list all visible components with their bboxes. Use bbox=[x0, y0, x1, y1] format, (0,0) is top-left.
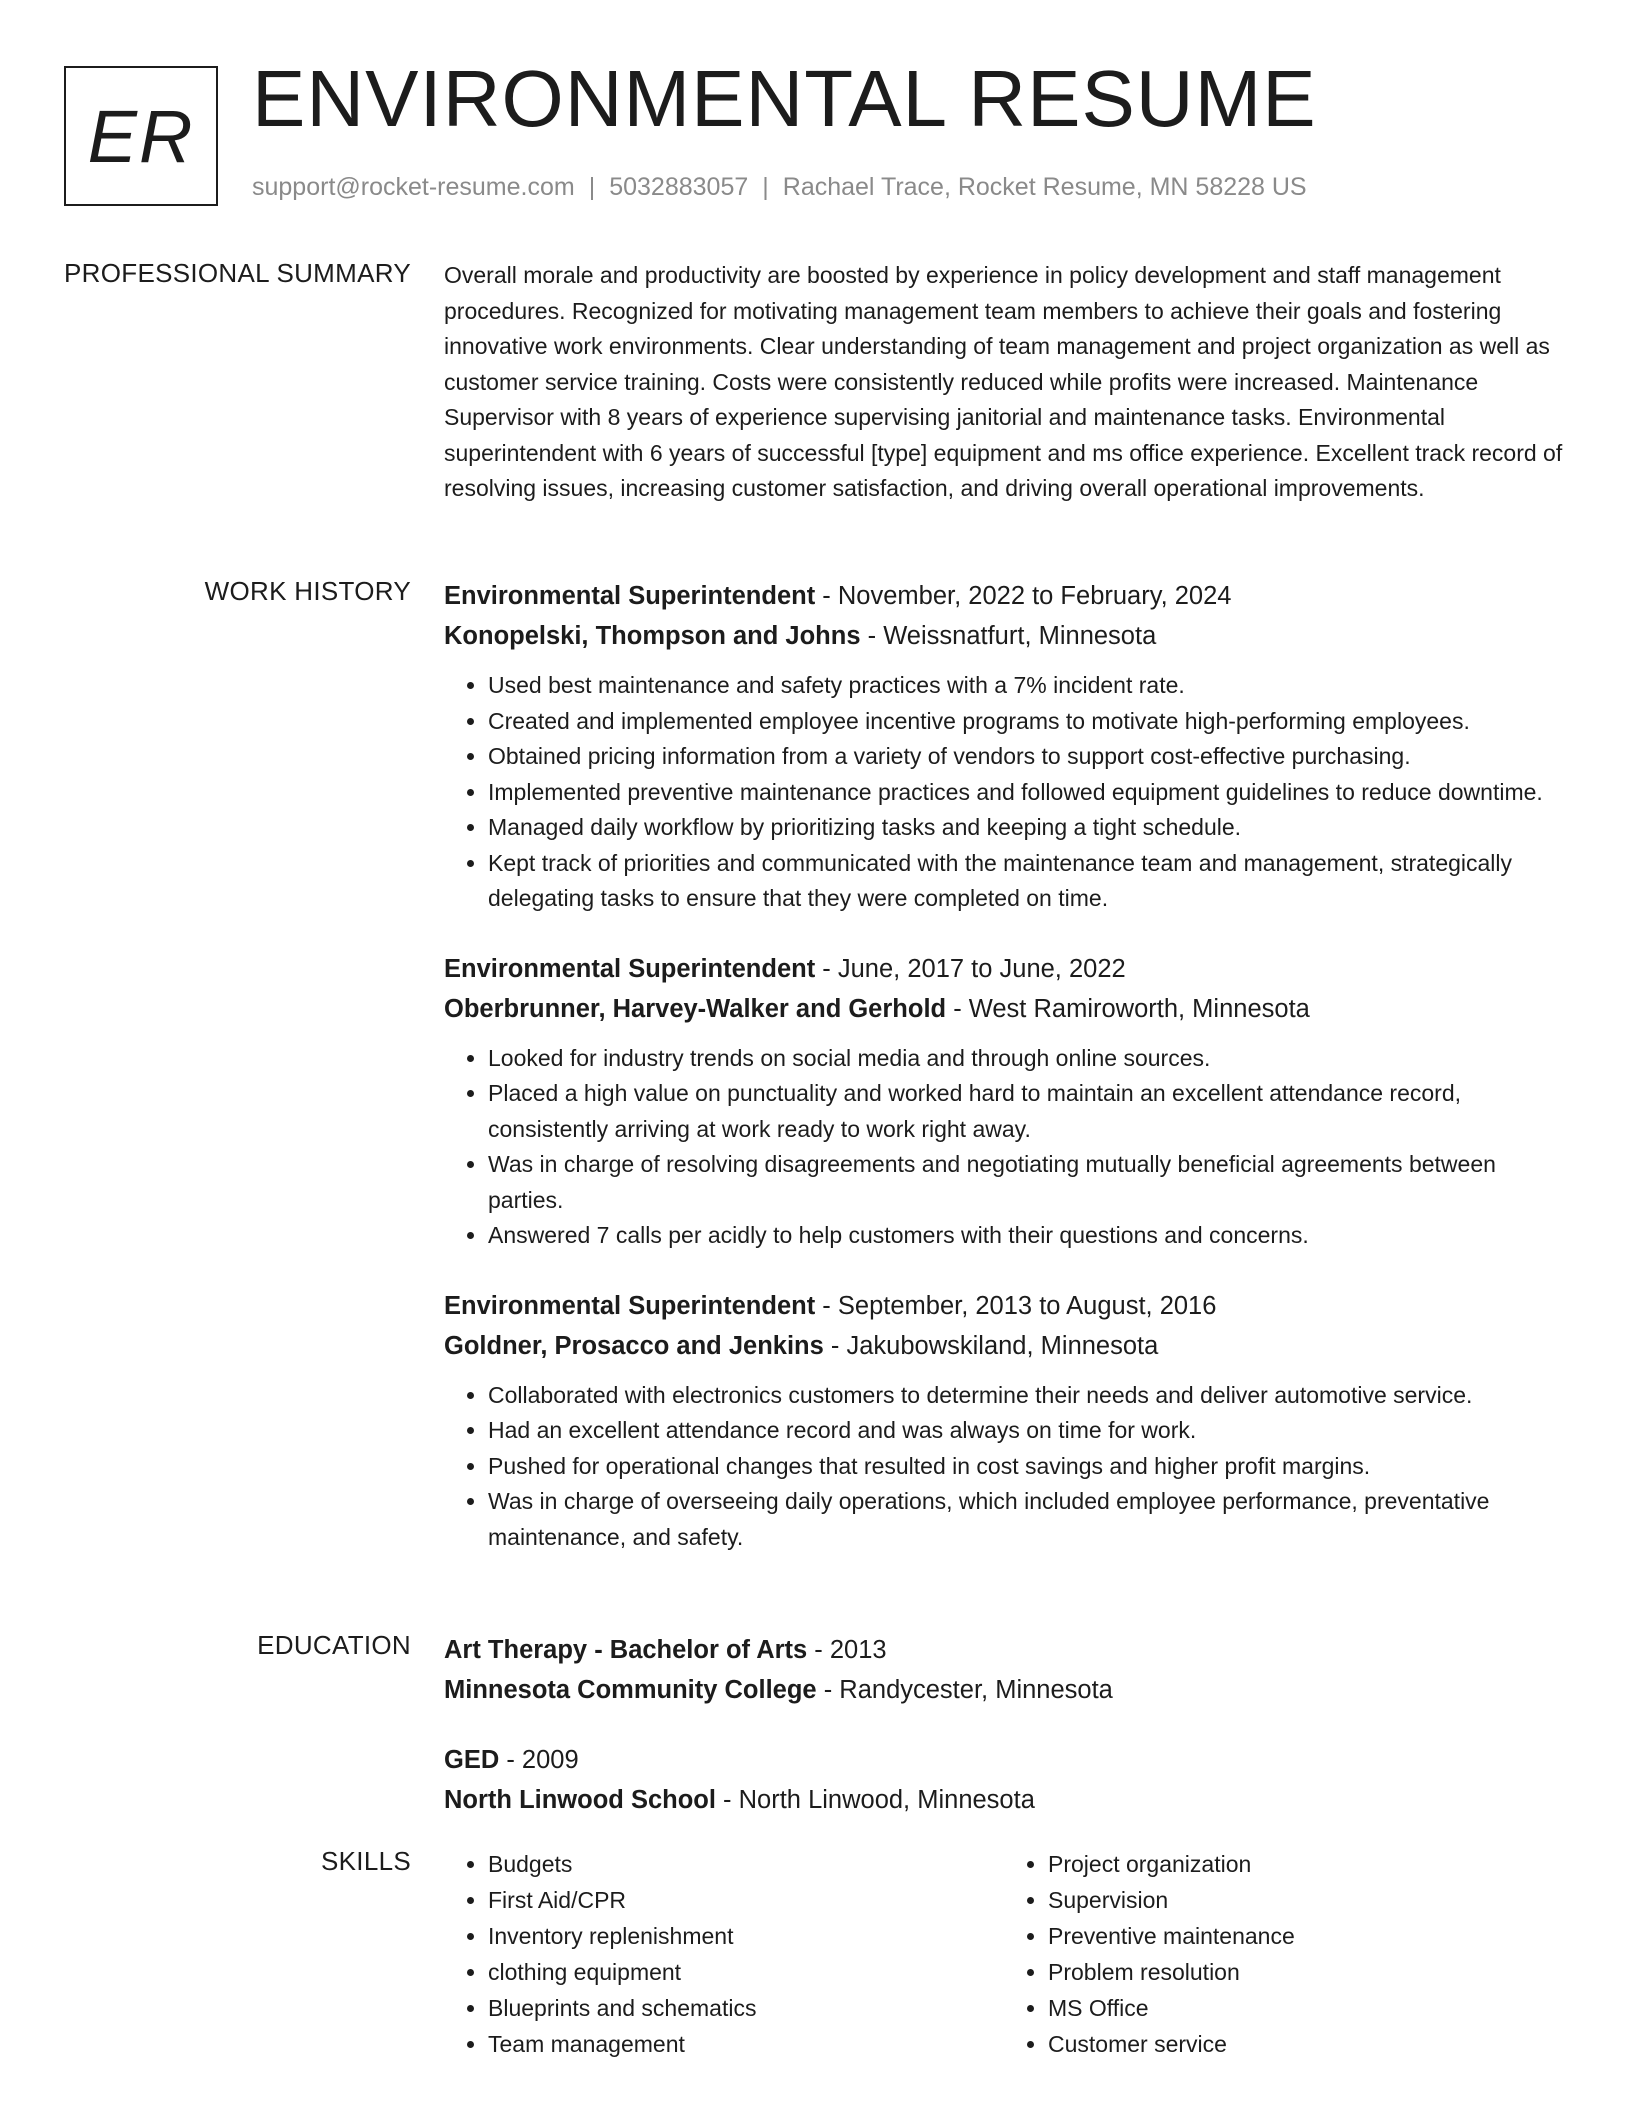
education-degree: Art Therapy - Bachelor of Arts bbox=[444, 1636, 808, 1664]
job-bullet: • Had an excellent attendance record and was always on time for work. bbox=[488, 1413, 1564, 1449]
job-bullet: • Placed a high value on punctuality and worked hard to maintain an excellent attendance record, consistently arriving at work ready to work right away. bbox=[488, 1076, 1564, 1147]
skills-column-right bbox=[1004, 1846, 1564, 2062]
job-bullet: • Looked for industry trends on social media and through online sources. bbox=[488, 1041, 1564, 1077]
education-school: North Linwood School bbox=[444, 1786, 716, 1814]
skill-item: • clothing equipment bbox=[488, 1954, 1004, 1990]
job-bullets bbox=[444, 1041, 1564, 1254]
job-bullet: • Was in charge of overseeing daily operations, which included employee performance, preventative maintenance, and safety. bbox=[488, 1484, 1564, 1555]
job-bullet: • Created and implemented employee incentive programs to motivate high-performing employees. bbox=[488, 704, 1564, 740]
job-title-line bbox=[444, 949, 1564, 989]
job-location: - Jakubowskiland, Minnesota bbox=[823, 1331, 1159, 1360]
contact-separator: | bbox=[762, 173, 769, 201]
section-label-work-history: WORK HISTORY bbox=[204, 576, 411, 606]
section-label-education: EDUCATION bbox=[257, 1630, 411, 1660]
skill-item: • Customer service bbox=[1048, 2026, 1564, 2062]
education-location: - North Linwood, Minnesota bbox=[715, 1786, 1035, 1814]
job-company: Goldner, Prosacco and Jenkins bbox=[444, 1331, 824, 1360]
contact-line bbox=[252, 173, 1307, 202]
job-company-line bbox=[444, 616, 1564, 656]
section-label-summary: PROFESSIONAL SUMMARY bbox=[64, 258, 411, 288]
job-dates: - November, 2022 to February, 2024 bbox=[815, 582, 1232, 610]
job-company: Oberbrunner, Harvey-Walker and Gerhold bbox=[444, 994, 947, 1023]
education-school-line bbox=[444, 1670, 1564, 1710]
skill-item: • Preventive maintenance bbox=[1048, 1918, 1564, 1954]
monogram-logo bbox=[64, 66, 218, 206]
education-degree: GED bbox=[444, 1746, 500, 1774]
job-bullet: • Implemented preventive maintenance practices and followed equipment guidelines to reduce downtime. bbox=[488, 775, 1564, 811]
job-dates: - June, 2017 to June, 2022 bbox=[815, 954, 1126, 983]
job-entry bbox=[444, 576, 1564, 917]
job-location: - West Ramiroworth, Minnesota bbox=[946, 994, 1310, 1023]
contact-phone[interactable]: 5032883057 bbox=[609, 173, 749, 201]
education-year: - 2009 bbox=[499, 1746, 579, 1774]
job-bullet: • Used best maintenance and safety practices with a 7% incident rate. bbox=[488, 668, 1564, 704]
contact-address: Rachael Trace, Rocket Resume, MN 58228 US bbox=[782, 173, 1307, 201]
job-bullets bbox=[444, 668, 1564, 917]
education-school: Minnesota Community College bbox=[444, 1676, 817, 1704]
skills-column-left bbox=[444, 1846, 1004, 2062]
job-bullet: • Kept track of priorities and communicated with the maintenance team and management, strategically delegating tasks to ensure that they were completed on time. bbox=[488, 846, 1564, 917]
education-school-line bbox=[444, 1780, 1564, 1820]
skill-item: • Budgets bbox=[488, 1846, 1004, 1882]
job-bullet: • Was in charge of resolving disagreements and negotiating mutually beneficial agreements between parties. bbox=[488, 1147, 1564, 1218]
education-degree-line bbox=[444, 1740, 1564, 1780]
education-location: - Randycester, Minnesota bbox=[816, 1676, 1113, 1704]
job-company: Konopelski, Thompson and Johns bbox=[444, 622, 861, 650]
job-bullet: • Managed daily workflow by prioritizing tasks and keeping a tight schedule. bbox=[488, 810, 1564, 846]
contact-separator: | bbox=[588, 173, 596, 201]
skills-columns bbox=[444, 1846, 1564, 2062]
job-bullet: • Obtained pricing information from a variety of vendors to support cost-effective purchasing. bbox=[488, 739, 1564, 775]
skill-item: • Inventory replenishment bbox=[488, 1918, 1004, 1954]
job-bullet: • Collaborated with electronics customers to determine their needs and deliver automotive service. bbox=[488, 1378, 1564, 1414]
education-degree-line bbox=[444, 1630, 1564, 1670]
job-title: Environmental Superintendent bbox=[444, 582, 816, 610]
skill-item: • Supervision bbox=[1048, 1882, 1564, 1918]
skill-item: • First Aid/CPR bbox=[488, 1882, 1004, 1918]
education-entry bbox=[444, 1740, 1564, 1820]
job-title-line bbox=[444, 1286, 1564, 1326]
job-company-line bbox=[444, 1326, 1564, 1366]
job-title-line bbox=[444, 576, 1564, 616]
skill-item: • Blueprints and schematics bbox=[488, 1990, 1004, 2026]
job-title: Environmental Superintendent bbox=[444, 954, 816, 983]
job-dates: - September, 2013 to August, 2016 bbox=[815, 1291, 1217, 1320]
skill-item: • Problem resolution bbox=[1048, 1954, 1564, 1990]
job-bullet: • Answered 7 calls per acidly to help customers with their questions and concerns. bbox=[488, 1218, 1564, 1254]
job-company-line bbox=[444, 989, 1564, 1029]
contact-email[interactable]: support@rocket-resume.com bbox=[252, 173, 575, 201]
job-title: Environmental Superintendent bbox=[444, 1291, 816, 1320]
skill-item: • Project organization bbox=[1048, 1846, 1564, 1882]
resume-title: ENVIRONMENTAL RESUME bbox=[252, 54, 1317, 143]
monogram-text: ER bbox=[87, 94, 195, 178]
job-entry bbox=[444, 949, 1564, 1254]
job-entry bbox=[444, 1286, 1564, 1556]
job-location: - Weissnatfurt, Minnesota bbox=[860, 622, 1157, 650]
education-entry bbox=[444, 1630, 1564, 1710]
skill-item: • Team management bbox=[488, 2026, 1004, 2062]
skill-item: • MS Office bbox=[1048, 1990, 1564, 2026]
education-year: - 2013 bbox=[807, 1636, 887, 1664]
summary-text: Overall morale and productivity are boosted by experience in policy development and staff management procedures. Recognized for motivating management team members to achieve their goals and fostering innovative work environments. Clear understanding of team management and project organization as well as customer service training. Costs were consistently reduced while profits were increased. Maintenance Supervisor with 8 years of experience supervising janitorial and maintenance tasks. Environmental superintendent with 6 years of successful [type] equipment and ms office experience. Excellent track record of resolving issues, increasing customer satisfaction, and driving overall operational improvements. bbox=[444, 262, 1563, 501]
job-bullets bbox=[444, 1378, 1564, 1556]
section-label-skills: SKILLS bbox=[321, 1846, 411, 1876]
job-bullet: • Pushed for operational changes that resulted in cost savings and higher profit margins. bbox=[488, 1449, 1564, 1485]
